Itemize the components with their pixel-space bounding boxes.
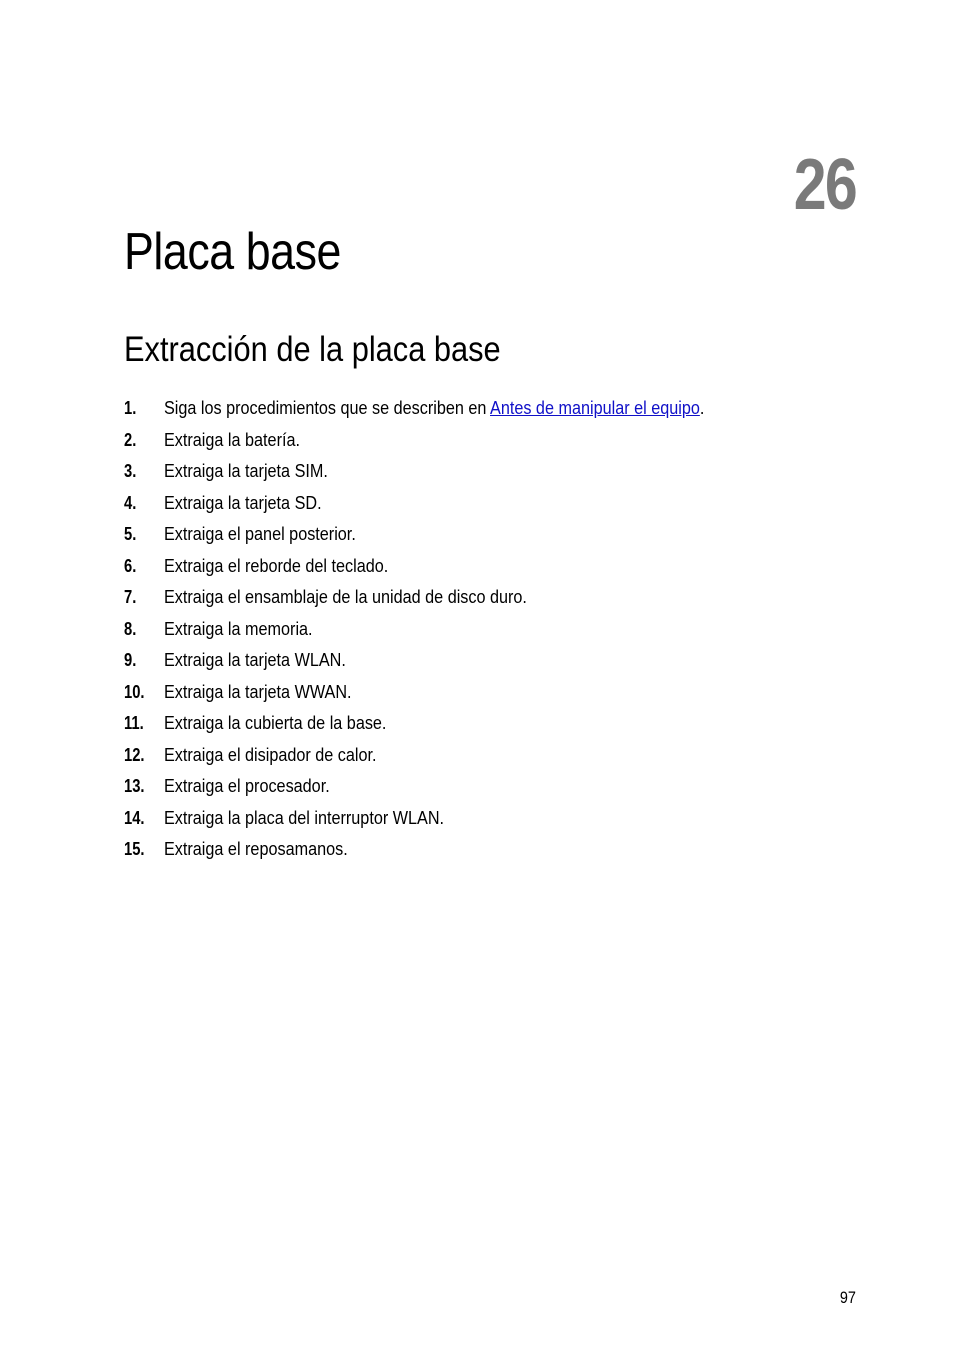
chapter-number: 26	[793, 145, 856, 225]
chapter-title: Placa base	[124, 223, 341, 281]
step-number: 5.	[124, 524, 137, 544]
list-item	[124, 519, 844, 551]
list-item	[124, 677, 844, 709]
list-item	[124, 771, 844, 803]
step-number: 8.	[124, 618, 137, 639]
list-item	[124, 708, 844, 740]
list-item	[124, 645, 844, 677]
steps-list	[124, 393, 844, 866]
list-item	[124, 456, 844, 488]
step-text: Extraiga la batería.	[164, 429, 300, 450]
step-text: Extraiga el reposamanos.	[164, 839, 348, 859]
step-number: 15.	[124, 839, 145, 859]
step-text: Extraiga la tarjeta WLAN.	[164, 650, 346, 670]
list-item	[124, 834, 844, 866]
list-item	[124, 803, 844, 835]
step-text: Extraiga la memoria.	[164, 618, 313, 639]
step-number: 4.	[124, 492, 137, 513]
list-item	[124, 740, 844, 772]
step-number: 3.	[124, 461, 137, 481]
list-item	[124, 551, 844, 583]
step-text: Extraiga el panel posterior.	[164, 524, 356, 544]
step-text: Extraiga la tarjeta SIM.	[164, 461, 328, 481]
step-text: Extraiga el disipador de calor.	[164, 744, 377, 765]
step-number: 7.	[124, 587, 137, 607]
step-text: Extraiga la tarjeta WWAN.	[164, 681, 352, 702]
step-number: 1.	[124, 398, 137, 418]
step-text: Extraiga la cubierta de la base.	[164, 713, 387, 733]
list-item	[124, 488, 844, 520]
section-title: Extracción de la placa base	[124, 330, 501, 369]
list-item	[124, 425, 844, 457]
step-number: 10.	[124, 681, 145, 702]
page-number: 97	[839, 1288, 856, 1307]
list-item	[124, 582, 844, 614]
step-number: 9.	[124, 650, 137, 670]
step-text-after-link: .	[699, 398, 705, 418]
step-text: Extraiga el reborde del teclado.	[164, 555, 389, 576]
step-text-before-link: Siga los procedimientos que se describen en	[164, 398, 491, 418]
step-text: Extraiga la tarjeta SD.	[164, 492, 322, 513]
step-number: 2.	[124, 429, 137, 450]
step-text: Extraiga el procesador.	[164, 776, 330, 796]
step-text: Extraiga el ensamblaje de la unidad de disco duro.	[164, 587, 527, 607]
step-number: 13.	[124, 776, 145, 796]
step-number: 11.	[124, 713, 144, 733]
list-item	[124, 614, 844, 646]
before-working-link[interactable]: Antes de manipular el equipo	[490, 398, 700, 418]
step-number: 12.	[124, 744, 145, 765]
step-number: 6.	[124, 555, 137, 576]
step-number: 14.	[124, 807, 145, 828]
step-text: Extraiga la placa del interruptor WLAN.	[164, 807, 445, 828]
list-item	[124, 393, 844, 425]
step-text	[164, 393, 704, 425]
